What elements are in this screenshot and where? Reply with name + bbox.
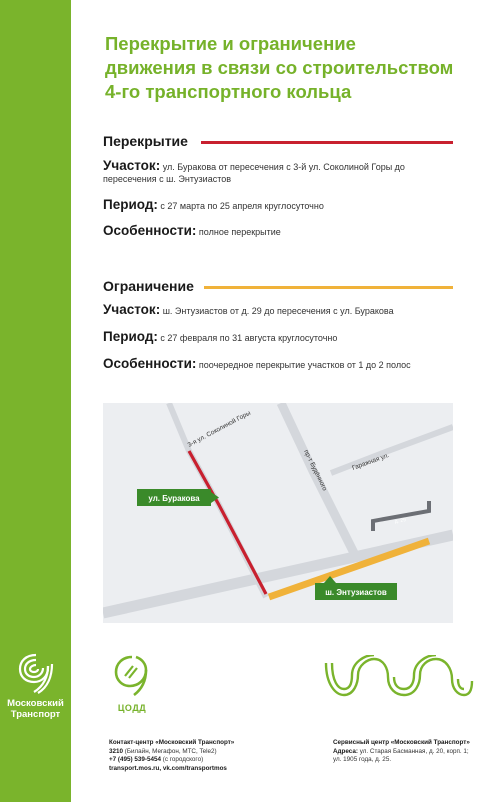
closure-features-label: Особенности: bbox=[103, 223, 197, 238]
street-label-sokolinoy: 3-я ул. Соколиной Горы bbox=[186, 409, 252, 449]
closure-features-row bbox=[103, 225, 463, 238]
badge-entuziastov-label: ш. Энтузиастов bbox=[325, 588, 387, 597]
codd-emblem-icon bbox=[112, 654, 152, 696]
moscow-transport-emblem-icon bbox=[14, 652, 58, 694]
moscow-transport-logo bbox=[0, 652, 71, 720]
restriction-heading bbox=[103, 278, 453, 296]
contact-title: Контакт-центр «Московский Транспорт» bbox=[109, 739, 235, 746]
wave-pattern-icon bbox=[324, 655, 474, 699]
restriction-heading-label: Ограничение bbox=[103, 278, 194, 294]
closure-period-label: Период: bbox=[103, 197, 158, 212]
road-garazhnaya bbox=[331, 427, 453, 473]
title-line1: Перекрытие и ограничение bbox=[105, 33, 356, 54]
restriction-features-label: Особенности: bbox=[103, 356, 197, 371]
mt-name-line1: Московский bbox=[7, 698, 64, 709]
closure-features-value: полное перекрытие bbox=[198, 227, 281, 237]
restriction-period-label: Период: bbox=[103, 329, 158, 344]
brand-wave-pattern bbox=[324, 655, 474, 704]
contact-phone-note: (с городского) bbox=[162, 756, 204, 764]
closure-heading-label: Перекрытие bbox=[103, 133, 188, 149]
codd-name: ЦОДД bbox=[117, 703, 147, 713]
badge-entuziastov bbox=[315, 576, 397, 600]
closure-section-label: Участок: bbox=[103, 158, 161, 173]
map-drawing bbox=[103, 403, 453, 623]
road-entuziastov bbox=[103, 535, 453, 613]
badge-burakova bbox=[137, 489, 219, 506]
restriction-features-value: поочередное перекрытие участков от 1 до 2 полос bbox=[198, 360, 411, 370]
restriction-section-label: Участок: bbox=[103, 302, 161, 317]
service-address-2: ул. 1905 года, д. 25. bbox=[333, 756, 392, 764]
closure-red-line bbox=[201, 141, 453, 144]
title-line2: движения в связи со строительством bbox=[105, 57, 454, 78]
contact-links: transport.mos.ru, vk.com/transportmos bbox=[109, 764, 227, 772]
closure-section-value-1: ул. Буракова от пересечения с 3-й ул. Соколиной Горы до bbox=[162, 162, 405, 172]
title-line3: 4-го транспортного кольца bbox=[105, 81, 352, 102]
contact-phone: +7 (495) 539-5454 bbox=[109, 756, 161, 764]
closure-segment bbox=[189, 451, 266, 594]
closure-section-row bbox=[103, 160, 463, 185]
contact-short-number: 3210 bbox=[109, 747, 124, 755]
restriction-period-row bbox=[103, 331, 463, 344]
service-address-label: Адреса: bbox=[333, 747, 358, 755]
street-label-budenny: пр-т Будённого bbox=[302, 448, 329, 492]
restriction-features-row bbox=[103, 358, 463, 371]
restriction-section-value: ш. Энтузиастов от д. 29 до пересечения с ул. Буракова bbox=[162, 306, 394, 316]
codd-logo bbox=[107, 654, 157, 713]
street-label-garazhnaya: Гаражная ул. bbox=[351, 451, 391, 472]
area-map bbox=[103, 403, 453, 623]
closure-heading bbox=[103, 133, 453, 151]
building-marker bbox=[373, 501, 429, 531]
contact-short-note: (Билайн, Мегафон, МТС, Tele2) bbox=[124, 747, 217, 755]
mt-name-line2: Транспорт bbox=[10, 709, 61, 720]
restriction-period-value: с 27 февраля по 31 августа круглосуточно bbox=[160, 333, 338, 343]
closure-section-value-2: пересечения с ш. Энтузиастов bbox=[103, 174, 232, 184]
closure-period-value: с 27 марта по 25 апреля круглосуточно bbox=[160, 201, 324, 211]
building-number-label: д. 29 bbox=[394, 517, 407, 525]
page-title bbox=[105, 32, 475, 104]
brand-sidebar bbox=[0, 0, 71, 802]
service-center-info bbox=[333, 739, 481, 765]
closure-period-row bbox=[103, 199, 463, 212]
service-address-1: ул. Старая Басманная, д. 20, корп. 1; bbox=[359, 747, 469, 755]
restriction-section-row bbox=[103, 304, 463, 317]
main-content bbox=[71, 0, 483, 802]
badge-burakova-label: ул. Буракова bbox=[148, 494, 200, 503]
contact-center-info bbox=[109, 739, 259, 773]
restriction-yellow-line bbox=[204, 286, 453, 289]
service-title: Сервисный центр «Московский Транспорт» bbox=[333, 739, 470, 746]
